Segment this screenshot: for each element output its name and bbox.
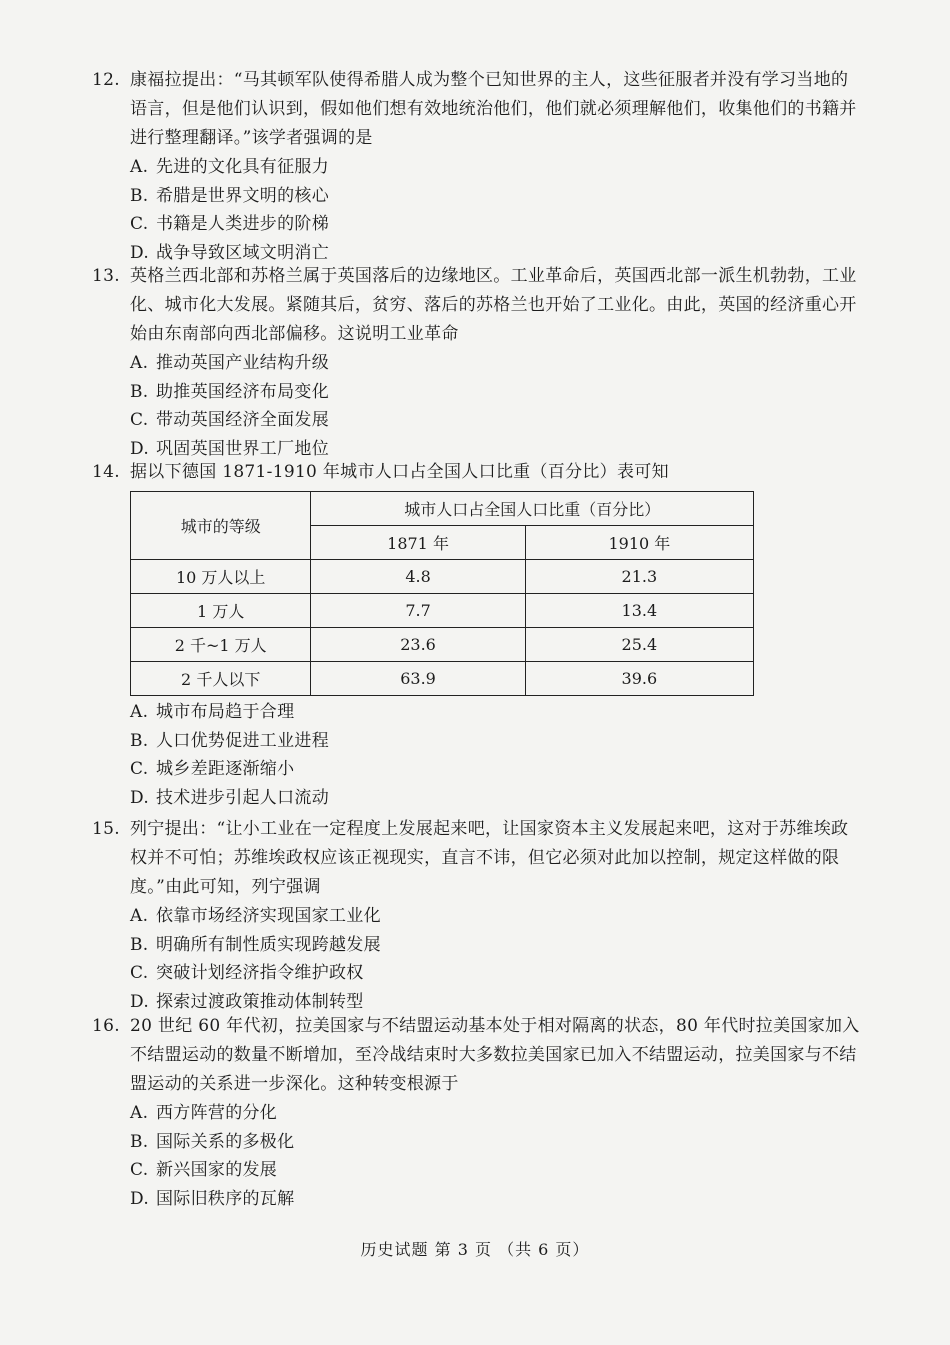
question-14 [92,458,862,812]
question-stem [92,815,862,902]
table-cell-1910: 13.4 [525,594,753,628]
option-d: D. 国际旧秩序的瓦解 [130,1188,295,1209]
option-c: C. 新兴国家的发展 [130,1160,278,1180]
question-number: 12. [92,70,120,90]
option-a: A. 依靠市场经济实现国家工业化 [130,906,381,926]
table-cell-level: 10 万人以上 [131,560,311,594]
question-text: 康福拉提出：“马其顿军队使得希腊人成为整个已知世界的主人，这些征服者并没有学习当地的语言，但是他们认识到，假如他们想有效地统治他们，他们就必须理解他们，收集他们的书籍并进行整理翻译。”该学者强调的是 [130,70,857,148]
option-c: C. 书籍是人类进步的阶梯 [130,214,329,234]
question-text: 列宁提出：“让小工业在一定程度上发展起来吧，让国家资本主义发展起来吧，这对于苏维埃政权并不可怕；苏维埃政权应该正视现实，直言不讳，但它必须对此加以控制，规定这样做的限度。”由此可知，列宁强调 [130,819,849,897]
option-d: D. 巩固英国世界工厂地位 [130,438,329,459]
option-a: A. 西方阵营的分化 [130,1103,278,1123]
table-row [131,628,754,662]
table-cell-level: 2 千人以下 [131,662,311,696]
option-b: B. 希腊是世界文明的核心 [130,185,329,206]
table-row [131,560,754,594]
option-b: B. 助推英国经济布局变化 [130,381,329,402]
table-cell-1910: 39.6 [525,662,753,696]
table-row [131,662,754,696]
option-c: C. 城乡差距逐渐缩小 [130,759,295,779]
option-list [92,1099,862,1213]
question-16 [92,1012,862,1213]
question-text: 20 世纪 60 年代初，拉美国家与不结盟运动基本处于相对隔离的状态，80 年代时拉美国家加入不结盟运动的数量不断增加，至冷战结束时大多数拉美国家已加入不结盟运动，拉美国家与不结盟运动的关系进一步深化。这种转变根源于 [130,1016,860,1094]
table-row [131,594,754,628]
question-text: 据以下德国 1871-1910 年城市人口占全国人口比重（百分比）表可知 [130,462,669,482]
table-cell-1910: 21.3 [525,560,753,594]
table-cell-1871: 4.8 [311,560,525,594]
option-list [92,902,862,1016]
question-number: 16. [92,1016,120,1036]
question-number: 14. [92,462,120,482]
question-text: 英格兰西北部和苏格兰属于英国落后的边缘地区。工业革命后，英国西北部一派生机勃勃，工业化、城市化大发展。紧随其后，贫穷、落后的苏格兰也开始了工业化。由此，英国的经济重心开始由东南部向西北部偏移。这说明工业革命 [130,266,857,344]
question-13 [92,262,862,463]
option-d: D. 探索过渡政策推动体制转型 [130,991,364,1012]
option-list [92,698,862,812]
question-12 [92,66,862,267]
table-cell-1871: 23.6 [311,628,525,662]
table-cell-level: 2 千~1 万人 [131,628,311,662]
question-stem [92,66,862,153]
table-cell-1910: 25.4 [525,628,753,662]
option-c: C. 带动英国经济全面发展 [130,410,329,430]
table-cell-1871: 63.9 [311,662,525,696]
table-cell-level: 1 万人 [131,594,311,628]
population-table [130,491,754,696]
question-stem [92,262,862,349]
table-cell-1871: 7.7 [311,594,525,628]
option-b: B. 明确所有制性质实现跨越发展 [130,934,381,955]
table-header-year-1910: 1910 年 [525,526,753,560]
question-15 [92,815,862,1016]
table-header-city-level: 城市的等级 [131,492,311,560]
page-footer: 历史试题 第 3 页 （共 6 页） [360,1240,590,1259]
question-number: 13. [92,266,120,286]
question-number: 15. [92,819,120,839]
table-header-row [131,492,754,526]
table-header-group: 城市人口占全国人口比重（百分比） [311,492,754,526]
option-list [92,153,862,267]
option-a: A. 城市布局趋于合理 [130,702,295,722]
option-a: A. 先进的文化具有征服力 [130,157,329,177]
option-d: D. 战争导致区域文明消亡 [130,242,329,263]
question-stem [92,458,862,487]
option-c: C. 突破计划经济指令维护政权 [130,963,364,983]
option-d: D. 技术进步引起人口流动 [130,787,329,808]
option-a: A. 推动英国产业结构升级 [130,353,329,373]
option-b: B. 人口优势促进工业进程 [130,730,329,751]
question-stem [92,1012,862,1099]
table-header-year-1871: 1871 年 [311,526,525,560]
option-b: B. 国际关系的多极化 [130,1131,295,1152]
option-list [92,349,862,463]
